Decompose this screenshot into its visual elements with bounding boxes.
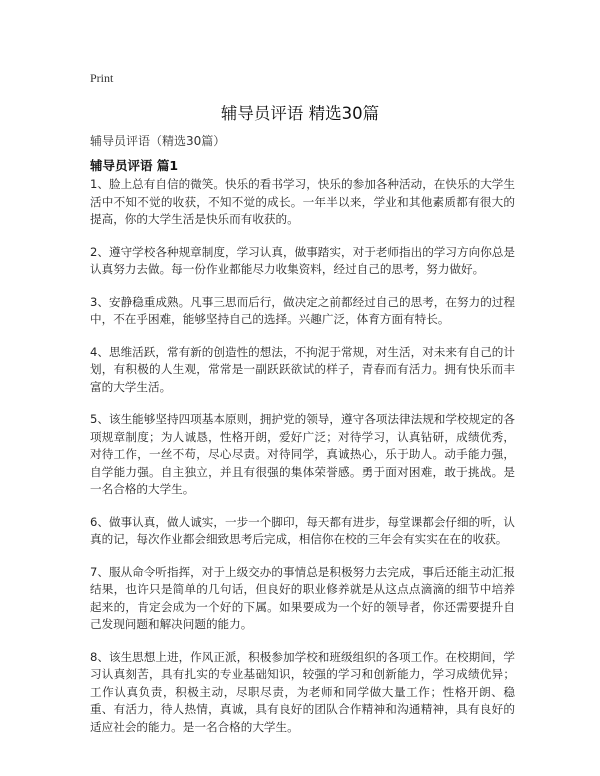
paragraph-2: 2、遵守学校各种规章制度，学习认真，做事踏实，对于老师指出的学习方向你总是认真努力去做。每一份作业都能尽力收集资料，经过自己的思考，努力做好。 — [90, 244, 515, 276]
page-title: 辅导员评语 精选30篇 — [220, 104, 380, 123]
paragraph-3: 3、安静稳重成熟。凡事三思而后行，做决定之前都经过自己的思考，在努力的过程中，不在乎困难，能够坚持自己的选择。兴趣广泛，体育方面有特长。 — [90, 294, 515, 326]
print-link[interactable]: Print — [90, 71, 114, 85]
paragraph-8: 8、该生思想上进，作风正派，积极参加学校和班级组织的各项工作。在校期间，学习认真刻苦，具有扎实的专业基础知识，较强的学习和创新能力，学习成绩优异；工作认真负责，积极主动，尽职尽责，为老师和同学做大量工作；性格开朗、稳重、有活力，待人热情，真诚，具有良好的团队合作精神和沟通精神，具有良好的适应社会的能力。是一名合格的大学生。 — [90, 649, 515, 734]
paragraph-6: 6、做事认真，做人诚实，一步一个脚印，每天都有进步，每堂课都会仔细的听，认真的记，每次作业都会细致思考后完成，相信你在校的三年会有实实在在的收获。 — [90, 514, 515, 546]
article-body — [90, 176, 515, 751]
document-subtitle: 辅导员评语（精选30篇） — [90, 134, 226, 148]
section-heading: 辅导员评语 篇1 — [90, 158, 179, 173]
paragraph-7: 7、服从命令听指挥，对于上级交办的事情总是积极努力去完成，事后还能主动汇报结果，也许只是简单的几句话，但良好的职业修养就是从这点点滴滴的细节中培养起来的，肯定会成为一个好的下属。如果要成为一个好的领导者，你还需要提升自己发现问题和解决问题的能力。 — [90, 564, 515, 631]
paragraph-1: 1、脸上总有自信的微笑。快乐的看书学习，快乐的参加各种活动，在快乐的大学生活中不知不觉的收获，不知不觉的成长。一年半以来，学业和其他素质都有很大的提高，你的大学生活是快乐而有收获的。 — [90, 177, 515, 226]
paragraph-5: 5、该生能够坚持四项基本原则，拥护党的领导，遵守各项法律法规和学校规定的各项规章制度；为人诚恳，性格开朗，爱好广泛；对待学习，认真钻研，成绩优秀，对待工作，一丝不苟，尽心尽责。对待同学，真诚热心，乐于助人。动手能力强，自学能力强。自主独立，并且有很强的集体荣誉感。勇于面对困难，敢于挑战。是一名合格的大学生。 — [90, 412, 515, 496]
paragraph-4: 4、思维活跃，常有新的创造性的想法，不拘泥于常规，对生活，对未来有自己的计划，有积极的人生观，常常是一副跃跃欲试的样子，青春而有活力。拥有快乐而丰富的大学生活。 — [90, 344, 515, 394]
